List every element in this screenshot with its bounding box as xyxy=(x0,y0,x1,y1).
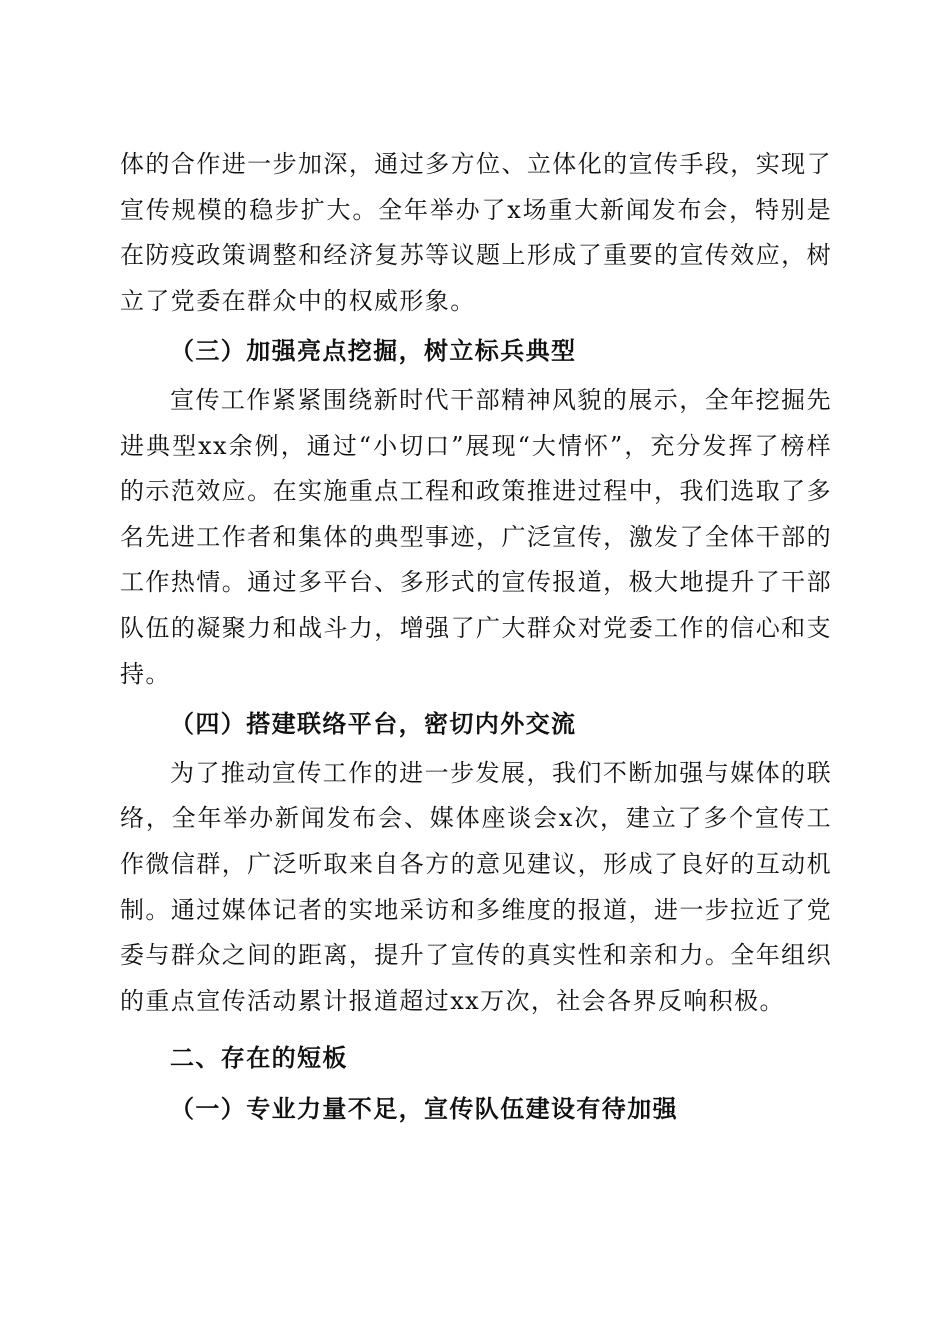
paragraph-media-cooperation: 体的合作进一步加深，通过多方位、立体化的宣传手段，实现了宣传规模的稳步扩大。全年举办了x场重大新闻发布会，特别是在防疫政策调整和经济复苏等议题上形成了重要的宣传效应，树立了党委在群众中的权威形象。 xyxy=(120,150,832,315)
section-heading-shortcomings: 二、存在的短板 xyxy=(170,1044,348,1073)
subheading-liaison-platform: （四）搭建联络平台，密切内外交流 xyxy=(170,709,577,739)
subheading-highlight-mining: （三）加强亮点挖掘，树立标兵典型 xyxy=(170,336,577,366)
document-body xyxy=(120,142,832,1131)
paragraph-role-models: 宣传工作紧紧围绕新时代干部精神风貌的展示，全年挖掘先进典型xx余例，通过“小切口”展现“大情怀”，充分发挥了榜样的示范效应。在实施重点工程和政策推进过程中，我们选取了多名先进工作者和集体的典型事迹，广泛宣传，激发了全体干部的工作热情。通过多平台、多形式的宣传报道，极大地提升了干部队伍的凝聚力和战斗力，增强了广大群众对党委工作的信心和支持。 xyxy=(120,385,832,688)
subheading-professional-staff: （一）专业力量不足，宣传队伍建设有待加强 xyxy=(170,1093,678,1123)
paragraph-media-liaison: 为了推动宣传工作的进一步发展，我们不断加强与媒体的联络，全年举办新闻发布会、媒体座谈会x次，建立了多个宣传工作微信群，广泛听取来自各方的意见建议，形成了良好的互动机制。通过媒体记者的实地采访和多维度的报道，进一步拉近了党委与群众之间的距离，提升了宣传的真实性和亲和力。全年组织的重点宣传活动累计报道超过xx万次，社会各界反响积极。 xyxy=(120,758,832,1015)
